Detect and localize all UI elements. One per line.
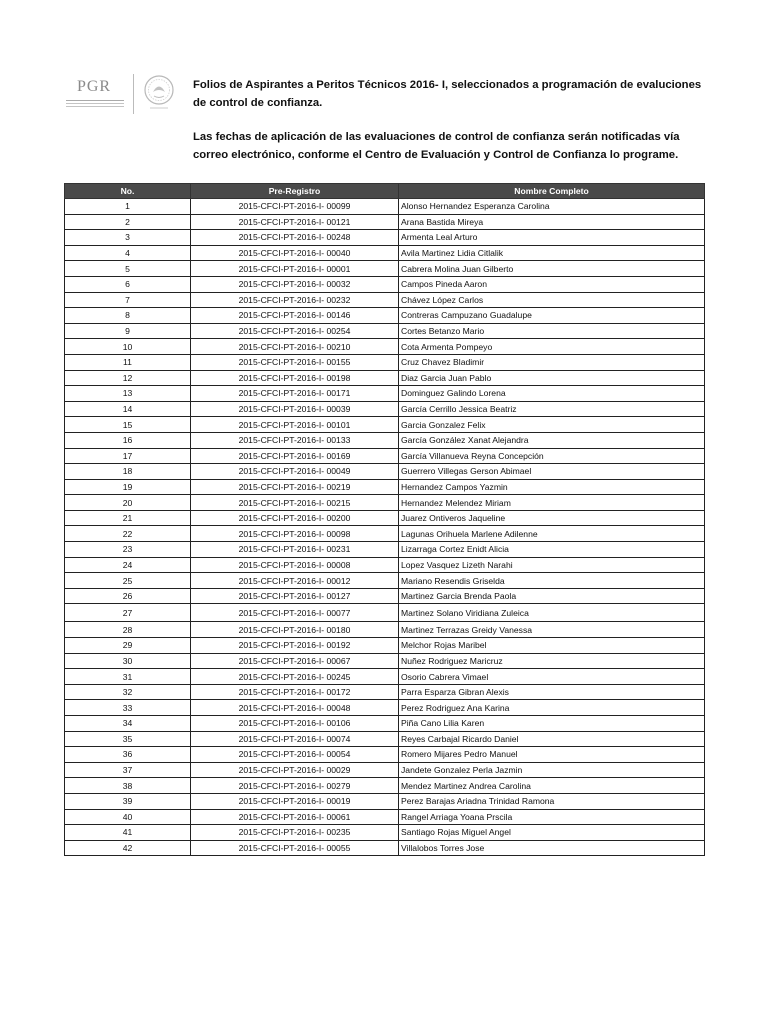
cell-no: 18	[65, 464, 191, 480]
table-row	[65, 448, 705, 464]
cell-no: 26	[65, 588, 191, 604]
cell-no: 35	[65, 731, 191, 747]
cell-no: 30	[65, 653, 191, 669]
cell-no: 29	[65, 638, 191, 654]
cell-nombre-completo: Reyes Carbajal Ricardo Daniel	[399, 731, 705, 747]
cell-nombre-completo: Cota Armenta Pompeyo	[399, 339, 705, 355]
column-header-nombre-completo: Nombre Completo	[399, 184, 705, 199]
cell-nombre-completo: Armenta Leal Arturo	[399, 230, 705, 246]
cell-pre-registro: 2015-CFCI-PT-2016-I- 00048	[191, 700, 399, 716]
table-row	[65, 557, 705, 573]
table-row	[65, 495, 705, 511]
table-row	[65, 588, 705, 604]
cell-nombre-completo: García González Xanat Alejandra	[399, 432, 705, 448]
cell-pre-registro: 2015-CFCI-PT-2016-I- 00219	[191, 479, 399, 495]
table-row	[65, 684, 705, 700]
cell-pre-registro: 2015-CFCI-PT-2016-I- 00171	[191, 386, 399, 402]
cell-nombre-completo: Contreras Campuzano Guadalupe	[399, 308, 705, 324]
table-row	[65, 809, 705, 825]
document-heading	[193, 76, 713, 164]
cell-nombre-completo: García Villanueva Reyna Concepción	[399, 448, 705, 464]
cell-pre-registro: 2015-CFCI-PT-2016-I- 00192	[191, 638, 399, 654]
cell-pre-registro: 2015-CFCI-PT-2016-I- 00254	[191, 323, 399, 339]
table-row	[65, 653, 705, 669]
coat-of-arms-seal-icon	[142, 72, 176, 112]
pgr-logo-text: PGR	[76, 78, 112, 95]
table-row	[65, 245, 705, 261]
cell-nombre-completo: Alonso Hernandez Esperanza Carolina	[399, 199, 705, 215]
table-row	[65, 214, 705, 230]
cell-no: 32	[65, 684, 191, 700]
pgr-logo	[62, 70, 182, 114]
cell-nombre-completo: Campos Pineda Aaron	[399, 276, 705, 292]
cell-no: 31	[65, 669, 191, 685]
cell-pre-registro: 2015-CFCI-PT-2016-I- 00210	[191, 339, 399, 355]
table-row	[65, 669, 705, 685]
cell-no: 5	[65, 261, 191, 277]
cell-pre-registro: 2015-CFCI-PT-2016-I- 00232	[191, 292, 399, 308]
cell-nombre-completo: Villalobos Torres Jose	[399, 840, 705, 856]
table-row	[65, 432, 705, 448]
cell-nombre-completo: Perez Barajas Ariadna Trinidad Ramona	[399, 793, 705, 809]
cell-no: 3	[65, 230, 191, 246]
table-row	[65, 323, 705, 339]
table-row	[65, 700, 705, 716]
logo-subtitle-lines	[66, 103, 124, 111]
table-row	[65, 731, 705, 747]
table-row	[65, 401, 705, 417]
cell-pre-registro: 2015-CFCI-PT-2016-I- 00215	[191, 495, 399, 511]
cell-pre-registro: 2015-CFCI-PT-2016-I- 00012	[191, 573, 399, 589]
cell-no: 7	[65, 292, 191, 308]
cell-nombre-completo: Piña Cano Lilia Karen	[399, 716, 705, 732]
cell-nombre-completo: Nuñez Rodriguez Maricruz	[399, 653, 705, 669]
aspirants-table	[64, 183, 705, 856]
cell-no: 27	[65, 604, 191, 622]
cell-nombre-completo: García Cerrillo Jessica Beatriz	[399, 401, 705, 417]
cell-pre-registro: 2015-CFCI-PT-2016-I- 00101	[191, 417, 399, 433]
cell-no: 41	[65, 825, 191, 841]
table-row	[65, 573, 705, 589]
cell-pre-registro: 2015-CFCI-PT-2016-I- 00099	[191, 199, 399, 215]
cell-pre-registro: 2015-CFCI-PT-2016-I- 00146	[191, 308, 399, 324]
cell-nombre-completo: Mendez Martinez Andrea Carolina	[399, 778, 705, 794]
cell-no: 42	[65, 840, 191, 856]
cell-nombre-completo: Perez Rodriguez Ana Karina	[399, 700, 705, 716]
cell-no: 34	[65, 716, 191, 732]
cell-no: 13	[65, 386, 191, 402]
document-note: Las fechas de aplicación de las evaluaciones de control de confianza serán notificadas vía correo electrónico, conforme el Centro de Evaluación y Control de Confianza lo programe.	[193, 131, 680, 161]
table-row	[65, 825, 705, 841]
cell-nombre-completo: Romero Mijares Pedro Manuel	[399, 747, 705, 763]
cell-pre-registro: 2015-CFCI-PT-2016-I- 00061	[191, 809, 399, 825]
cell-no: 20	[65, 495, 191, 511]
cell-nombre-completo: Osorio Cabrera Vimael	[399, 669, 705, 685]
cell-pre-registro: 2015-CFCI-PT-2016-I- 00172	[191, 684, 399, 700]
table-row	[65, 292, 705, 308]
cell-pre-registro: 2015-CFCI-PT-2016-I- 00040	[191, 245, 399, 261]
table-row	[65, 386, 705, 402]
cell-nombre-completo: Martinez Terrazas Greidy Vanessa	[399, 622, 705, 638]
cell-no: 6	[65, 276, 191, 292]
cell-pre-registro: 2015-CFCI-PT-2016-I- 00155	[191, 354, 399, 370]
cell-nombre-completo: Juarez Ontiveros Jaqueline	[399, 510, 705, 526]
cell-no: 25	[65, 573, 191, 589]
cell-nombre-completo: Avila Martinez Lidia Citlalik	[399, 245, 705, 261]
table-row	[65, 230, 705, 246]
cell-nombre-completo: Cabrera Molina Juan Gilberto	[399, 261, 705, 277]
cell-pre-registro: 2015-CFCI-PT-2016-I- 00032	[191, 276, 399, 292]
table-row	[65, 793, 705, 809]
cell-nombre-completo: Martinez Solano Viridiana Zuleica	[399, 604, 705, 622]
cell-nombre-completo: Lagunas Orihuela Marlene Adilenne	[399, 526, 705, 542]
table-row	[65, 199, 705, 215]
cell-pre-registro: 2015-CFCI-PT-2016-I- 00198	[191, 370, 399, 386]
table-row	[65, 261, 705, 277]
cell-pre-registro: 2015-CFCI-PT-2016-I- 00245	[191, 669, 399, 685]
table-row	[65, 762, 705, 778]
cell-no: 8	[65, 308, 191, 324]
table-row	[65, 778, 705, 794]
cell-pre-registro: 2015-CFCI-PT-2016-I- 00235	[191, 825, 399, 841]
table-row	[65, 542, 705, 558]
cell-pre-registro: 2015-CFCI-PT-2016-I- 00121	[191, 214, 399, 230]
table-row	[65, 526, 705, 542]
table-row	[65, 417, 705, 433]
table-row	[65, 716, 705, 732]
table-row	[65, 308, 705, 324]
cell-nombre-completo: Parra Esparza Gibran Alexis	[399, 684, 705, 700]
cell-pre-registro: 2015-CFCI-PT-2016-I- 00133	[191, 432, 399, 448]
cell-no: 9	[65, 323, 191, 339]
cell-pre-registro: 2015-CFCI-PT-2016-I- 00180	[191, 622, 399, 638]
cell-no: 33	[65, 700, 191, 716]
cell-no: 14	[65, 401, 191, 417]
cell-no: 17	[65, 448, 191, 464]
cell-nombre-completo: Dominguez Galindo Lorena	[399, 386, 705, 402]
cell-pre-registro: 2015-CFCI-PT-2016-I- 00049	[191, 464, 399, 480]
cell-pre-registro: 2015-CFCI-PT-2016-I- 00008	[191, 557, 399, 573]
cell-pre-registro: 2015-CFCI-PT-2016-I- 00279	[191, 778, 399, 794]
cell-no: 2	[65, 214, 191, 230]
cell-nombre-completo: Guerrero Villegas Gerson Abimael	[399, 464, 705, 480]
cell-no: 16	[65, 432, 191, 448]
logo-divider	[133, 74, 134, 114]
cell-no: 23	[65, 542, 191, 558]
cell-pre-registro: 2015-CFCI-PT-2016-I- 00055	[191, 840, 399, 856]
cell-pre-registro: 2015-CFCI-PT-2016-I- 00077	[191, 604, 399, 622]
cell-no: 38	[65, 778, 191, 794]
cell-no: 21	[65, 510, 191, 526]
cell-nombre-completo: Melchor Rojas Maribel	[399, 638, 705, 654]
table-row	[65, 510, 705, 526]
cell-no: 10	[65, 339, 191, 355]
cell-pre-registro: 2015-CFCI-PT-2016-I- 00074	[191, 731, 399, 747]
cell-pre-registro: 2015-CFCI-PT-2016-I- 00248	[191, 230, 399, 246]
logo-rule	[66, 100, 124, 101]
cell-no: 15	[65, 417, 191, 433]
cell-nombre-completo: Lizarraga Cortez Enidt Alicia	[399, 542, 705, 558]
cell-no: 22	[65, 526, 191, 542]
table-row	[65, 370, 705, 386]
cell-nombre-completo: Jandete Gonzalez Perla Jazmin	[399, 762, 705, 778]
cell-pre-registro: 2015-CFCI-PT-2016-I- 00169	[191, 448, 399, 464]
cell-no: 19	[65, 479, 191, 495]
cell-pre-registro: 2015-CFCI-PT-2016-I- 00054	[191, 747, 399, 763]
table-row	[65, 354, 705, 370]
table-row	[65, 747, 705, 763]
cell-nombre-completo: Cruz Chavez Bladimir	[399, 354, 705, 370]
cell-no: 12	[65, 370, 191, 386]
table-row	[65, 604, 705, 622]
cell-pre-registro: 2015-CFCI-PT-2016-I- 00127	[191, 588, 399, 604]
cell-pre-registro: 2015-CFCI-PT-2016-I- 00106	[191, 716, 399, 732]
cell-pre-registro: 2015-CFCI-PT-2016-I- 00029	[191, 762, 399, 778]
cell-nombre-completo: Hernandez Campos Yazmin	[399, 479, 705, 495]
cell-nombre-completo: Arana Bastida Mireya	[399, 214, 705, 230]
cell-pre-registro: 2015-CFCI-PT-2016-I- 00001	[191, 261, 399, 277]
cell-nombre-completo: Cortes Betanzo Mario	[399, 323, 705, 339]
cell-nombre-completo: Diaz Garcia Juan Pablo	[399, 370, 705, 386]
cell-no: 39	[65, 793, 191, 809]
cell-nombre-completo: Hernandez Melendez Miriam	[399, 495, 705, 511]
cell-no: 36	[65, 747, 191, 763]
column-header-no: No.	[65, 184, 191, 199]
table-row	[65, 339, 705, 355]
cell-no: 1	[65, 199, 191, 215]
table-row	[65, 464, 705, 480]
table-row	[65, 638, 705, 654]
document-title: Folios de Aspirantes a Peritos Técnicos 2016- I, seleccionados a programación de evaluciones de control de confianza.	[193, 79, 702, 109]
table-row	[65, 276, 705, 292]
cell-no: 24	[65, 557, 191, 573]
cell-nombre-completo: Lopez Vasquez Lizeth Narahi	[399, 557, 705, 573]
table-body	[65, 199, 705, 856]
cell-nombre-completo: Garcia Gonzalez Felix	[399, 417, 705, 433]
cell-nombre-completo: Santiago Rojas Miguel Angel	[399, 825, 705, 841]
cell-no: 28	[65, 622, 191, 638]
cell-no: 37	[65, 762, 191, 778]
table-row	[65, 479, 705, 495]
cell-pre-registro: 2015-CFCI-PT-2016-I- 00098	[191, 526, 399, 542]
column-header-pre-registro: Pre-Registro	[191, 184, 399, 199]
table-row	[65, 622, 705, 638]
cell-nombre-completo: Mariano Resendis Griselda	[399, 573, 705, 589]
table-header-row	[65, 184, 705, 199]
cell-pre-registro: 2015-CFCI-PT-2016-I- 00019	[191, 793, 399, 809]
table-row	[65, 840, 705, 856]
cell-nombre-completo: Rangel Arriaga Yoana Prscila	[399, 809, 705, 825]
cell-no: 4	[65, 245, 191, 261]
cell-nombre-completo: Martinez Garcia Brenda Paola	[399, 588, 705, 604]
cell-no: 11	[65, 354, 191, 370]
cell-pre-registro: 2015-CFCI-PT-2016-I- 00231	[191, 542, 399, 558]
cell-no: 40	[65, 809, 191, 825]
cell-pre-registro: 2015-CFCI-PT-2016-I- 00039	[191, 401, 399, 417]
cell-pre-registro: 2015-CFCI-PT-2016-I- 00200	[191, 510, 399, 526]
cell-pre-registro: 2015-CFCI-PT-2016-I- 00067	[191, 653, 399, 669]
cell-nombre-completo: Chávez López Carlos	[399, 292, 705, 308]
